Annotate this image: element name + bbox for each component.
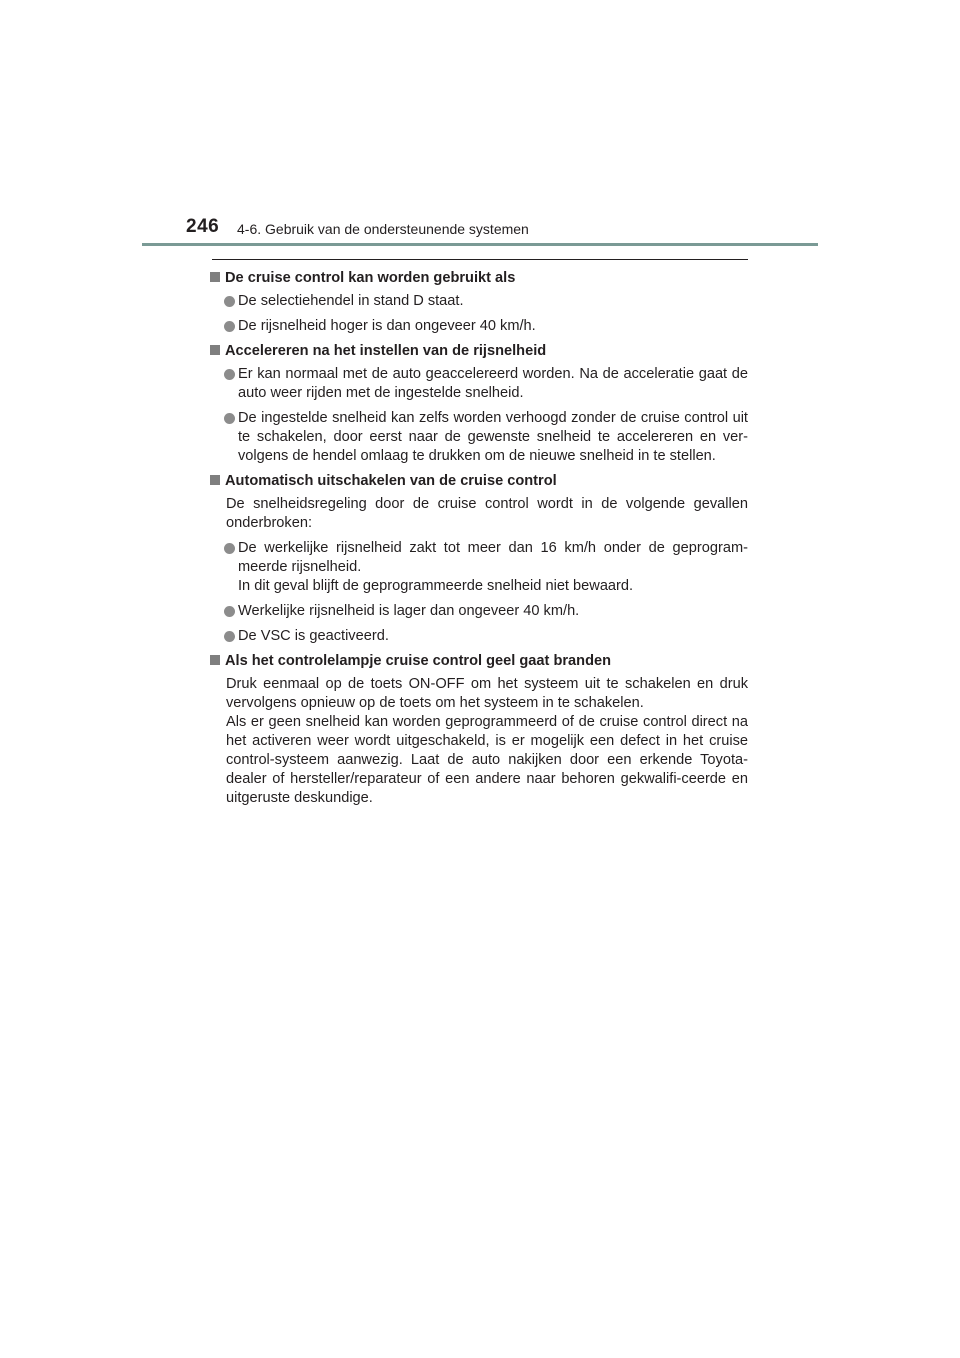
text-line: De rijsnelheid hoger is dan ongeveer 40 km/h. — [238, 318, 536, 334]
section — [210, 652, 748, 808]
content-body — [210, 269, 748, 814]
text-line: Er kan normaal met de auto geaccelereerd worden. Na de acceleratie gaat de auto weer rijden met de ingestelde snelheid. — [238, 366, 748, 401]
round-bullet-icon — [224, 606, 235, 617]
list-item — [210, 292, 748, 311]
list-item — [210, 627, 748, 646]
section-heading-text: Als het controlelampje cruise control geel gaat branden — [225, 653, 612, 669]
square-bullet-icon — [210, 655, 220, 665]
list-item — [210, 409, 748, 466]
header-divider — [142, 243, 818, 246]
text-line: De VSC is geactiveerd. — [238, 628, 389, 644]
text-line: Druk eenmaal op de toets ON-OFF om het systeem uit te schakelen en druk vervolgens opnieuw op de toets om het systeem in te schakelen. — [226, 676, 748, 711]
section-heading-text: Accelereren na het instellen van de rijsnelheid — [225, 343, 547, 359]
chapter-title: 4-6. Gebruik van de ondersteunende systemen — [237, 221, 529, 237]
square-bullet-icon — [210, 345, 220, 355]
text-line: De selectiehendel in stand D staat. — [238, 293, 464, 309]
page-header — [0, 0, 960, 250]
list-item — [210, 602, 748, 621]
section-heading-text: De cruise control kan worden gebruikt als — [225, 270, 516, 286]
section-heading — [210, 269, 748, 288]
section-heading — [210, 342, 748, 361]
section — [210, 342, 748, 466]
text-line: Werkelijke rijsnelheid is lager dan ongeveer 40 km/h. — [238, 603, 580, 619]
round-bullet-icon — [224, 413, 235, 424]
section — [210, 269, 748, 336]
round-bullet-icon — [224, 543, 235, 554]
page-number: 246 — [186, 216, 220, 237]
section-divider — [212, 259, 748, 260]
list-item — [210, 539, 748, 596]
round-bullet-icon — [224, 369, 235, 380]
paragraph — [210, 675, 748, 808]
list-item — [210, 365, 748, 403]
text-line: Als er geen snelheid kan worden geprogrammeerd of de cruise control direct na het activeren weer wordt uitgeschakeld, is er mogelijk een defect in het cruise control-systeem aanwezig. Laat de auto nakijken door een erkende Toyota-dealer of hersteller/reparateur of een andere naar behoren gekwalifi-ceerde en uitgeruste deskundige. — [226, 714, 748, 806]
round-bullet-icon — [224, 296, 235, 307]
list-item — [210, 317, 748, 336]
text-line: De snelheidsregeling door de cruise control wordt in de volgende gevallen onderbroken: — [226, 496, 748, 531]
text-line: De werkelijke rijsnelheid zakt tot meer dan 16 km/h onder de geprogram-meerde rijsnelheid. — [238, 540, 748, 575]
paragraph — [210, 495, 748, 533]
square-bullet-icon — [210, 475, 220, 485]
text-line: In dit geval blijft de geprogrammeerde snelheid niet bewaard. — [238, 578, 634, 594]
section-heading — [210, 652, 748, 671]
square-bullet-icon — [210, 272, 220, 282]
text-line: De ingestelde snelheid kan zelfs worden verhoogd zonder de cruise control uit te schakelen, door eerst naar de gewenste snelheid te accelereren en ver-volgens de hendel omlaag te drukken om de nieuwe snelheid in te stellen. — [238, 410, 748, 464]
section-heading — [210, 472, 748, 491]
round-bullet-icon — [224, 631, 235, 642]
section-heading-text: Automatisch uitschakelen van de cruise control — [225, 473, 557, 489]
section — [210, 472, 748, 646]
round-bullet-icon — [224, 321, 235, 332]
